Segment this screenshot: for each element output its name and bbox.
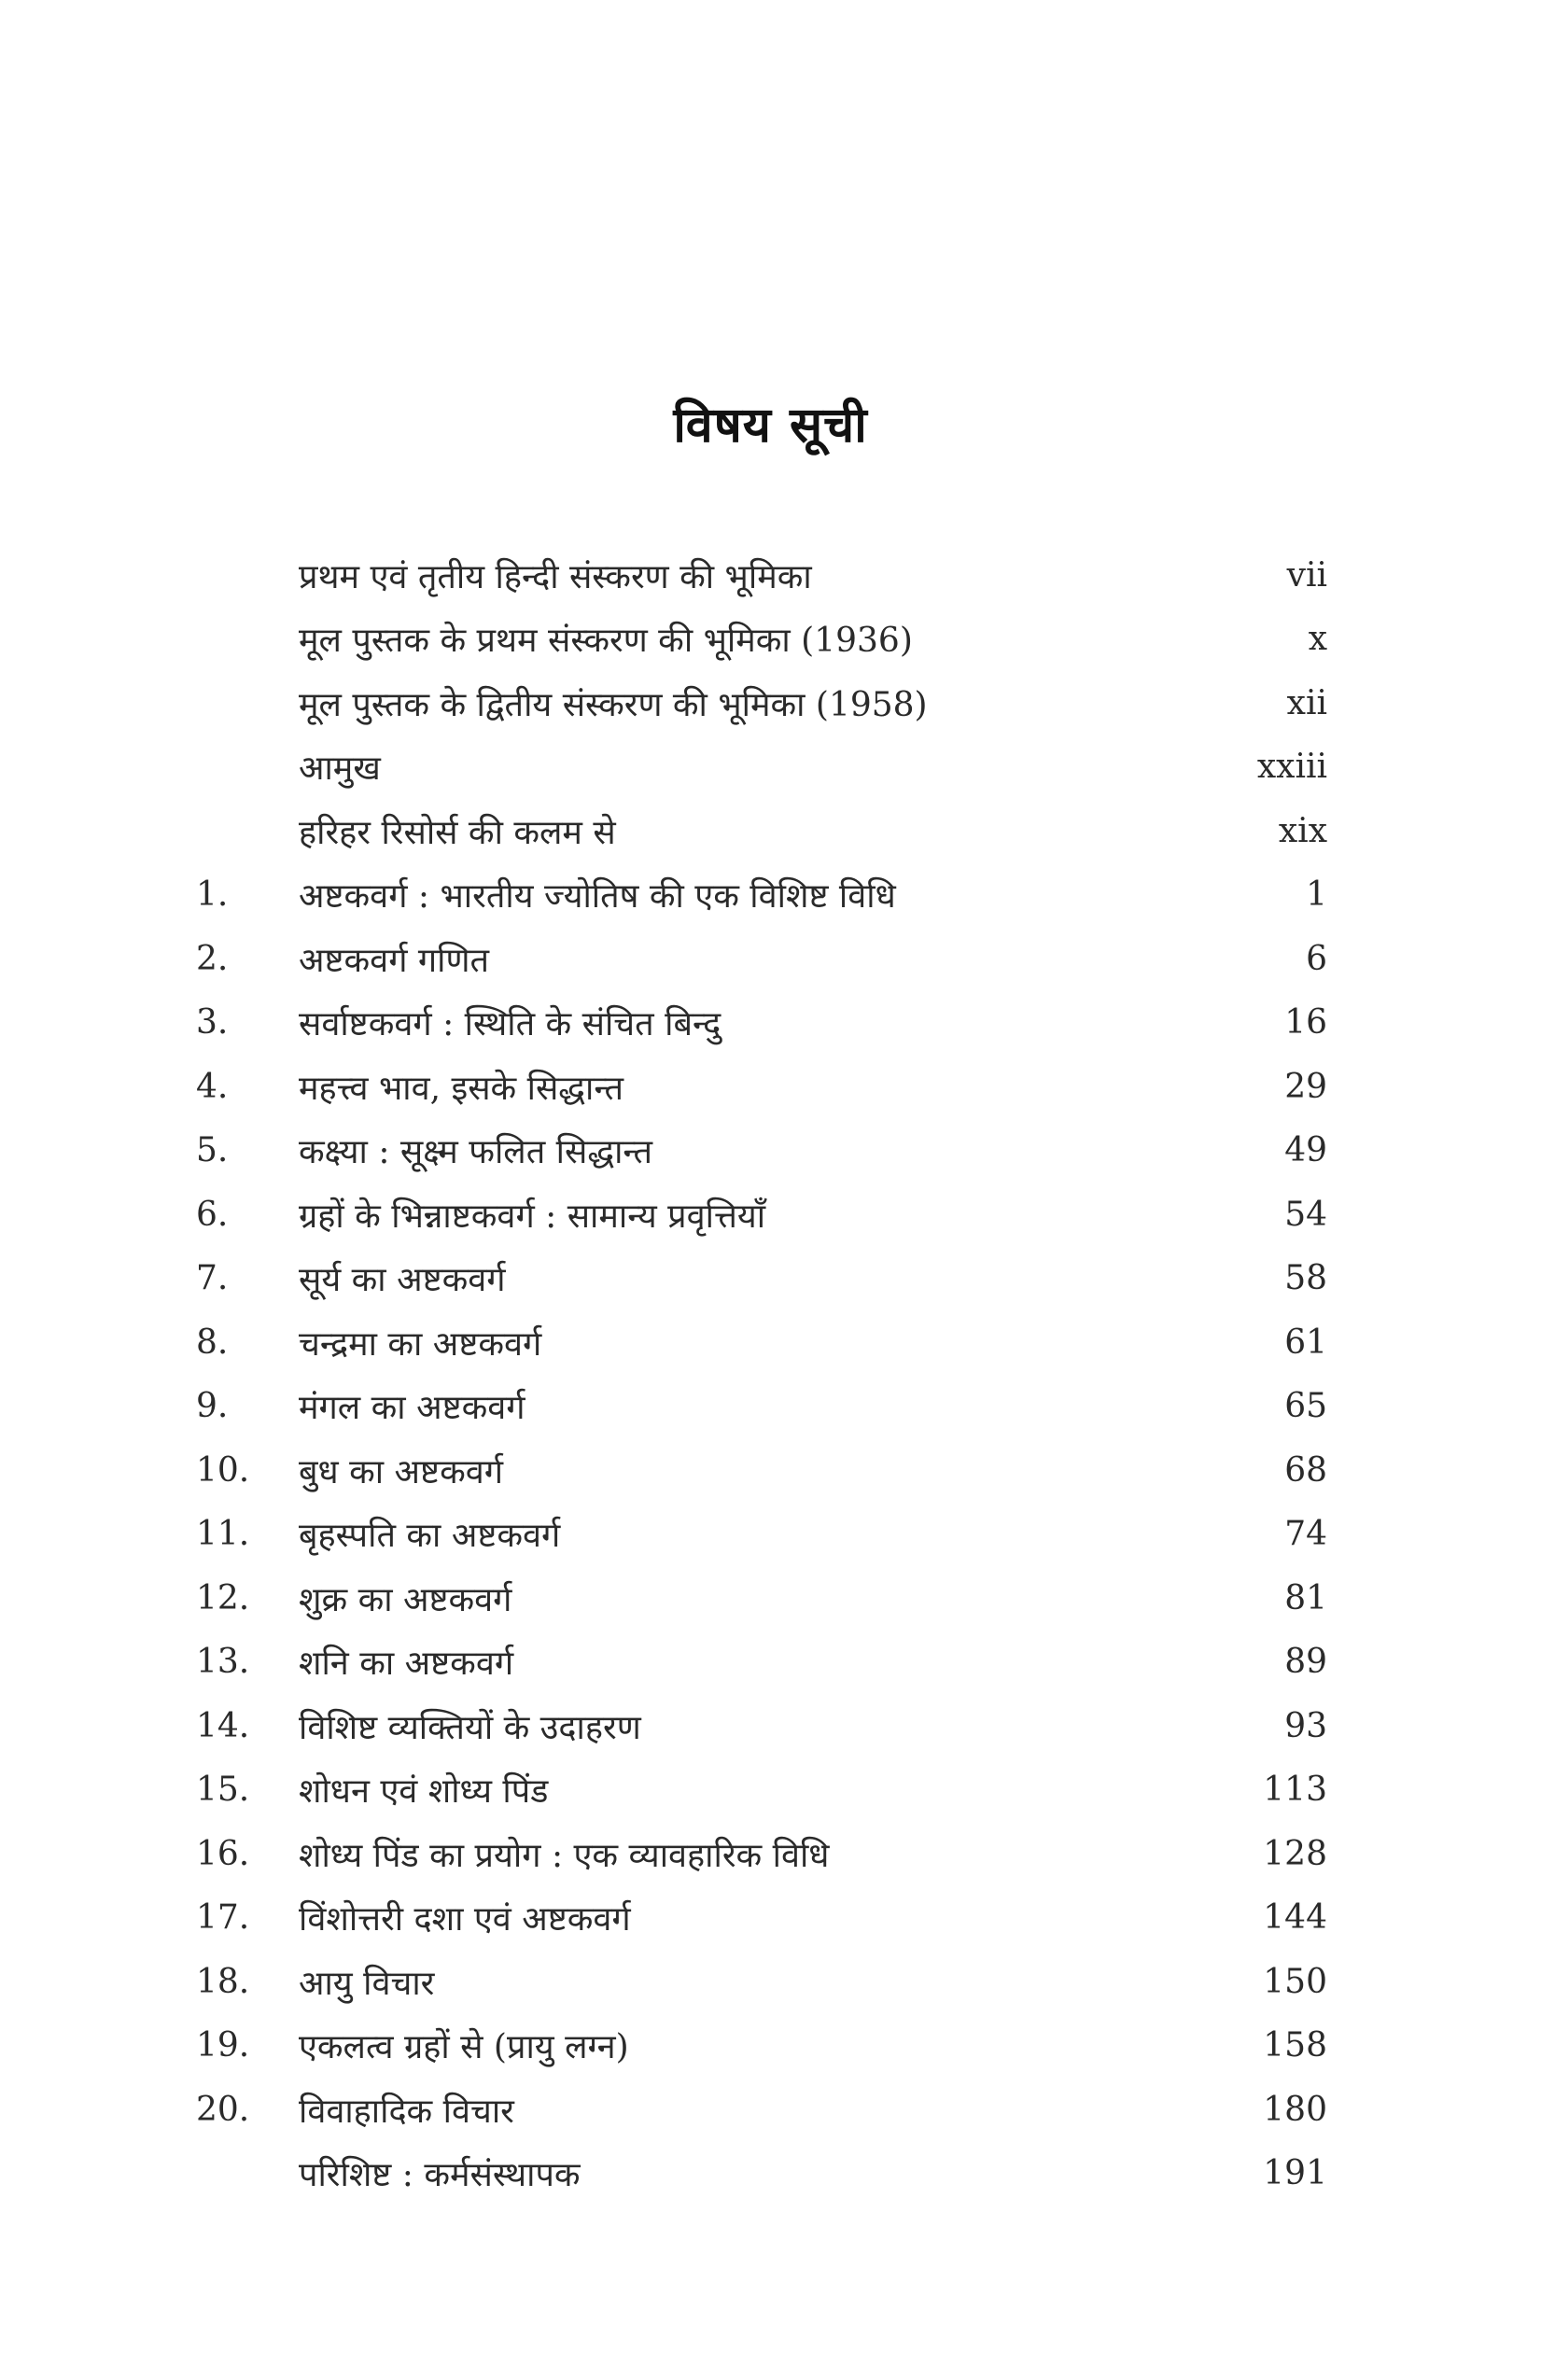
toc-entry-page: 144 <box>1263 1898 1327 1938</box>
toc-entry-page: 54 <box>1284 1195 1327 1234</box>
page-title: विषय सूची <box>673 397 868 454</box>
toc-entry[interactable] <box>196 2142 1327 2206</box>
toc-entry-number: 5. <box>196 1131 229 1170</box>
toc-entry-page: 81 <box>1284 1578 1327 1617</box>
toc-entry-page: 191 <box>1263 2154 1327 2193</box>
toc-entry-title: महत्त्व भाव, इसके सिद्धान्त <box>299 1069 623 1108</box>
toc-entry[interactable] <box>196 1375 1327 1439</box>
toc-entry-title: विशिष्ट व्यक्तियों के उदाहरण <box>299 1708 641 1747</box>
toc-entry-title: अष्टकवर्ग : भारतीय ज्योतिष की एक विशिष्ट विधि <box>299 877 896 917</box>
toc-entry-title: शोधन एवं शोध्य पिंड <box>299 1772 549 1812</box>
toc-entry-number: 3. <box>196 1003 229 1043</box>
toc-entry-page: 68 <box>1284 1450 1327 1490</box>
toc-entry-title: आमुख <box>299 749 381 789</box>
toc-entry[interactable] <box>196 2078 1327 2142</box>
toc-entry-title: मूल पुस्तक के द्वितीय संस्करण की भूमिका (1958) <box>299 685 928 724</box>
toc-entry[interactable] <box>196 1886 1327 1951</box>
toc-entry[interactable] <box>196 863 1327 928</box>
toc-entry-title: शोध्य पिंड का प्रयोग : एक व्यावहारिक विधि <box>299 1836 830 1875</box>
toc-entry-page: 89 <box>1284 1643 1327 1682</box>
toc-entry-page: 6 <box>1306 939 1327 978</box>
toc-entry-number: 15. <box>196 1771 250 1810</box>
toc-entry-number: 16. <box>196 1834 250 1873</box>
toc-entry-number: 7. <box>196 1259 229 1298</box>
toc-entry-page: xix <box>1278 811 1327 850</box>
toc-entry-title: अष्टकवर्ग गणित <box>299 941 490 980</box>
toc-entry[interactable] <box>196 1758 1327 1823</box>
toc-entry-title: प्रथम एवं तृतीय हिन्दी संस्करण की भूमिका <box>299 557 812 596</box>
toc-entry-number: 19. <box>196 2026 250 2065</box>
toc-entry[interactable] <box>196 1310 1327 1375</box>
toc-entry-page: 180 <box>1263 2090 1327 2129</box>
toc-entry-title: शुक्र का अष्टकवर्ग <box>299 1580 512 1619</box>
toc-entry-page: 49 <box>1284 1131 1327 1170</box>
toc-entry[interactable] <box>196 1055 1327 1119</box>
toc-entry-page: vii <box>1286 555 1327 595</box>
toc-entry[interactable] <box>196 671 1327 735</box>
toc-entry[interactable] <box>196 799 1327 863</box>
toc-entry[interactable] <box>196 991 1327 1056</box>
toc-entry-page: xii <box>1286 683 1327 722</box>
toc-entry-number: 10. <box>196 1450 250 1490</box>
toc-entry-page: 65 <box>1284 1387 1327 1426</box>
toc-entry-title: ग्रहों के भिन्नाष्टकवर्ग : सामान्य प्रवृत्तियाँ <box>299 1197 766 1236</box>
toc-entry-number: 9. <box>196 1387 229 1426</box>
toc-entry-page: 128 <box>1263 1834 1327 1873</box>
toc-entry-number: 17. <box>196 1898 250 1938</box>
toc-entry[interactable] <box>196 1822 1327 1886</box>
toc-entry-number: 2. <box>196 939 229 978</box>
toc-entry-page: 74 <box>1284 1515 1327 1554</box>
toc-entry-number: 20. <box>196 2090 250 2129</box>
toc-entry-number: 4. <box>196 1067 229 1106</box>
toc-entry-title: मंगल का अष्टकवर्ग <box>299 1389 525 1428</box>
toc-entry[interactable] <box>196 543 1327 608</box>
toc-entry-title: बृहस्पति का अष्टकवर्ग <box>299 1517 561 1556</box>
toc-entry-title: एकलत्व ग्रहों से (प्रायु लग्न) <box>299 2028 629 2067</box>
toc-entry-title: परिशिष्ट : कर्मसंस्थापक <box>299 2156 581 2195</box>
toc-entry[interactable] <box>196 1183 1327 1247</box>
toc-entry-page: x <box>1308 620 1327 659</box>
toc-entry[interactable] <box>196 1950 1327 2014</box>
toc-entry[interactable] <box>196 1694 1327 1758</box>
toc-entry-page: 113 <box>1263 1771 1327 1810</box>
toc-entry-title: सूर्य का अष्टकवर्ग <box>299 1261 506 1300</box>
toc-entry-number: 11. <box>196 1515 250 1554</box>
toc-entry[interactable] <box>196 1566 1327 1631</box>
toc-entry[interactable] <box>196 927 1327 991</box>
toc-entry-number: 14. <box>196 1706 250 1745</box>
toc-entry-title: चन्द्रमा का अष्टकवर्ग <box>299 1324 542 1364</box>
toc-entry-page: 61 <box>1284 1323 1327 1362</box>
toc-entry[interactable] <box>196 1631 1327 1695</box>
toc-entry-title: हरिहर रिसोर्स की कलम से <box>299 813 616 852</box>
toc-entry-number: 18. <box>196 1962 250 2001</box>
toc-entry-page: xxiii <box>1256 748 1327 787</box>
toc-entry-title: विंशोत्तरी दशा एवं अष्टकवर्ग <box>299 1900 631 1939</box>
toc-entry-title: बुध का अष्टकवर्ग <box>299 1452 504 1491</box>
toc-entry-title: विवाहादिक विचार <box>299 2092 514 2131</box>
toc-entry[interactable] <box>196 1119 1327 1183</box>
toc-entry-number: 13. <box>196 1643 250 1682</box>
toc-entry[interactable] <box>196 1503 1327 1567</box>
toc-entry-page: 1 <box>1306 875 1327 915</box>
toc-entry[interactable] <box>196 735 1327 800</box>
toc-entry-page: 158 <box>1263 2026 1327 2065</box>
toc-entry-page: 93 <box>1284 1706 1327 1745</box>
toc-entry-page: 29 <box>1284 1067 1327 1106</box>
toc-entry[interactable] <box>196 1247 1327 1311</box>
toc-entry-page: 58 <box>1284 1259 1327 1298</box>
toc-entry-number: 1. <box>196 875 229 915</box>
toc-entry-page: 16 <box>1284 1003 1327 1043</box>
toc-entry[interactable] <box>196 2014 1327 2079</box>
toc-entry-title: मूल पुस्तक के प्रथम संस्करण की भूमिका (1936) <box>299 622 913 661</box>
toc-entry-title: शनि का अष्टकवर्ग <box>299 1645 514 1684</box>
toc-entry-number: 8. <box>196 1323 229 1362</box>
toc-entry[interactable] <box>196 608 1327 672</box>
toc-entry-page: 150 <box>1263 1962 1327 2001</box>
toc-entry-title: कक्ष्या : सूक्ष्म फलित सिद्धान्त <box>299 1133 653 1172</box>
toc-entry[interactable] <box>196 1438 1327 1503</box>
toc-entry-title: आयु विचार <box>299 1964 435 2003</box>
toc-entry-number: 12. <box>196 1578 250 1617</box>
table-of-contents <box>196 543 1327 2205</box>
toc-entry-number: 6. <box>196 1195 229 1234</box>
toc-entry-title: सर्वाष्टकवर्ग : स्थिति के संचित बिन्दु <box>299 1005 721 1044</box>
